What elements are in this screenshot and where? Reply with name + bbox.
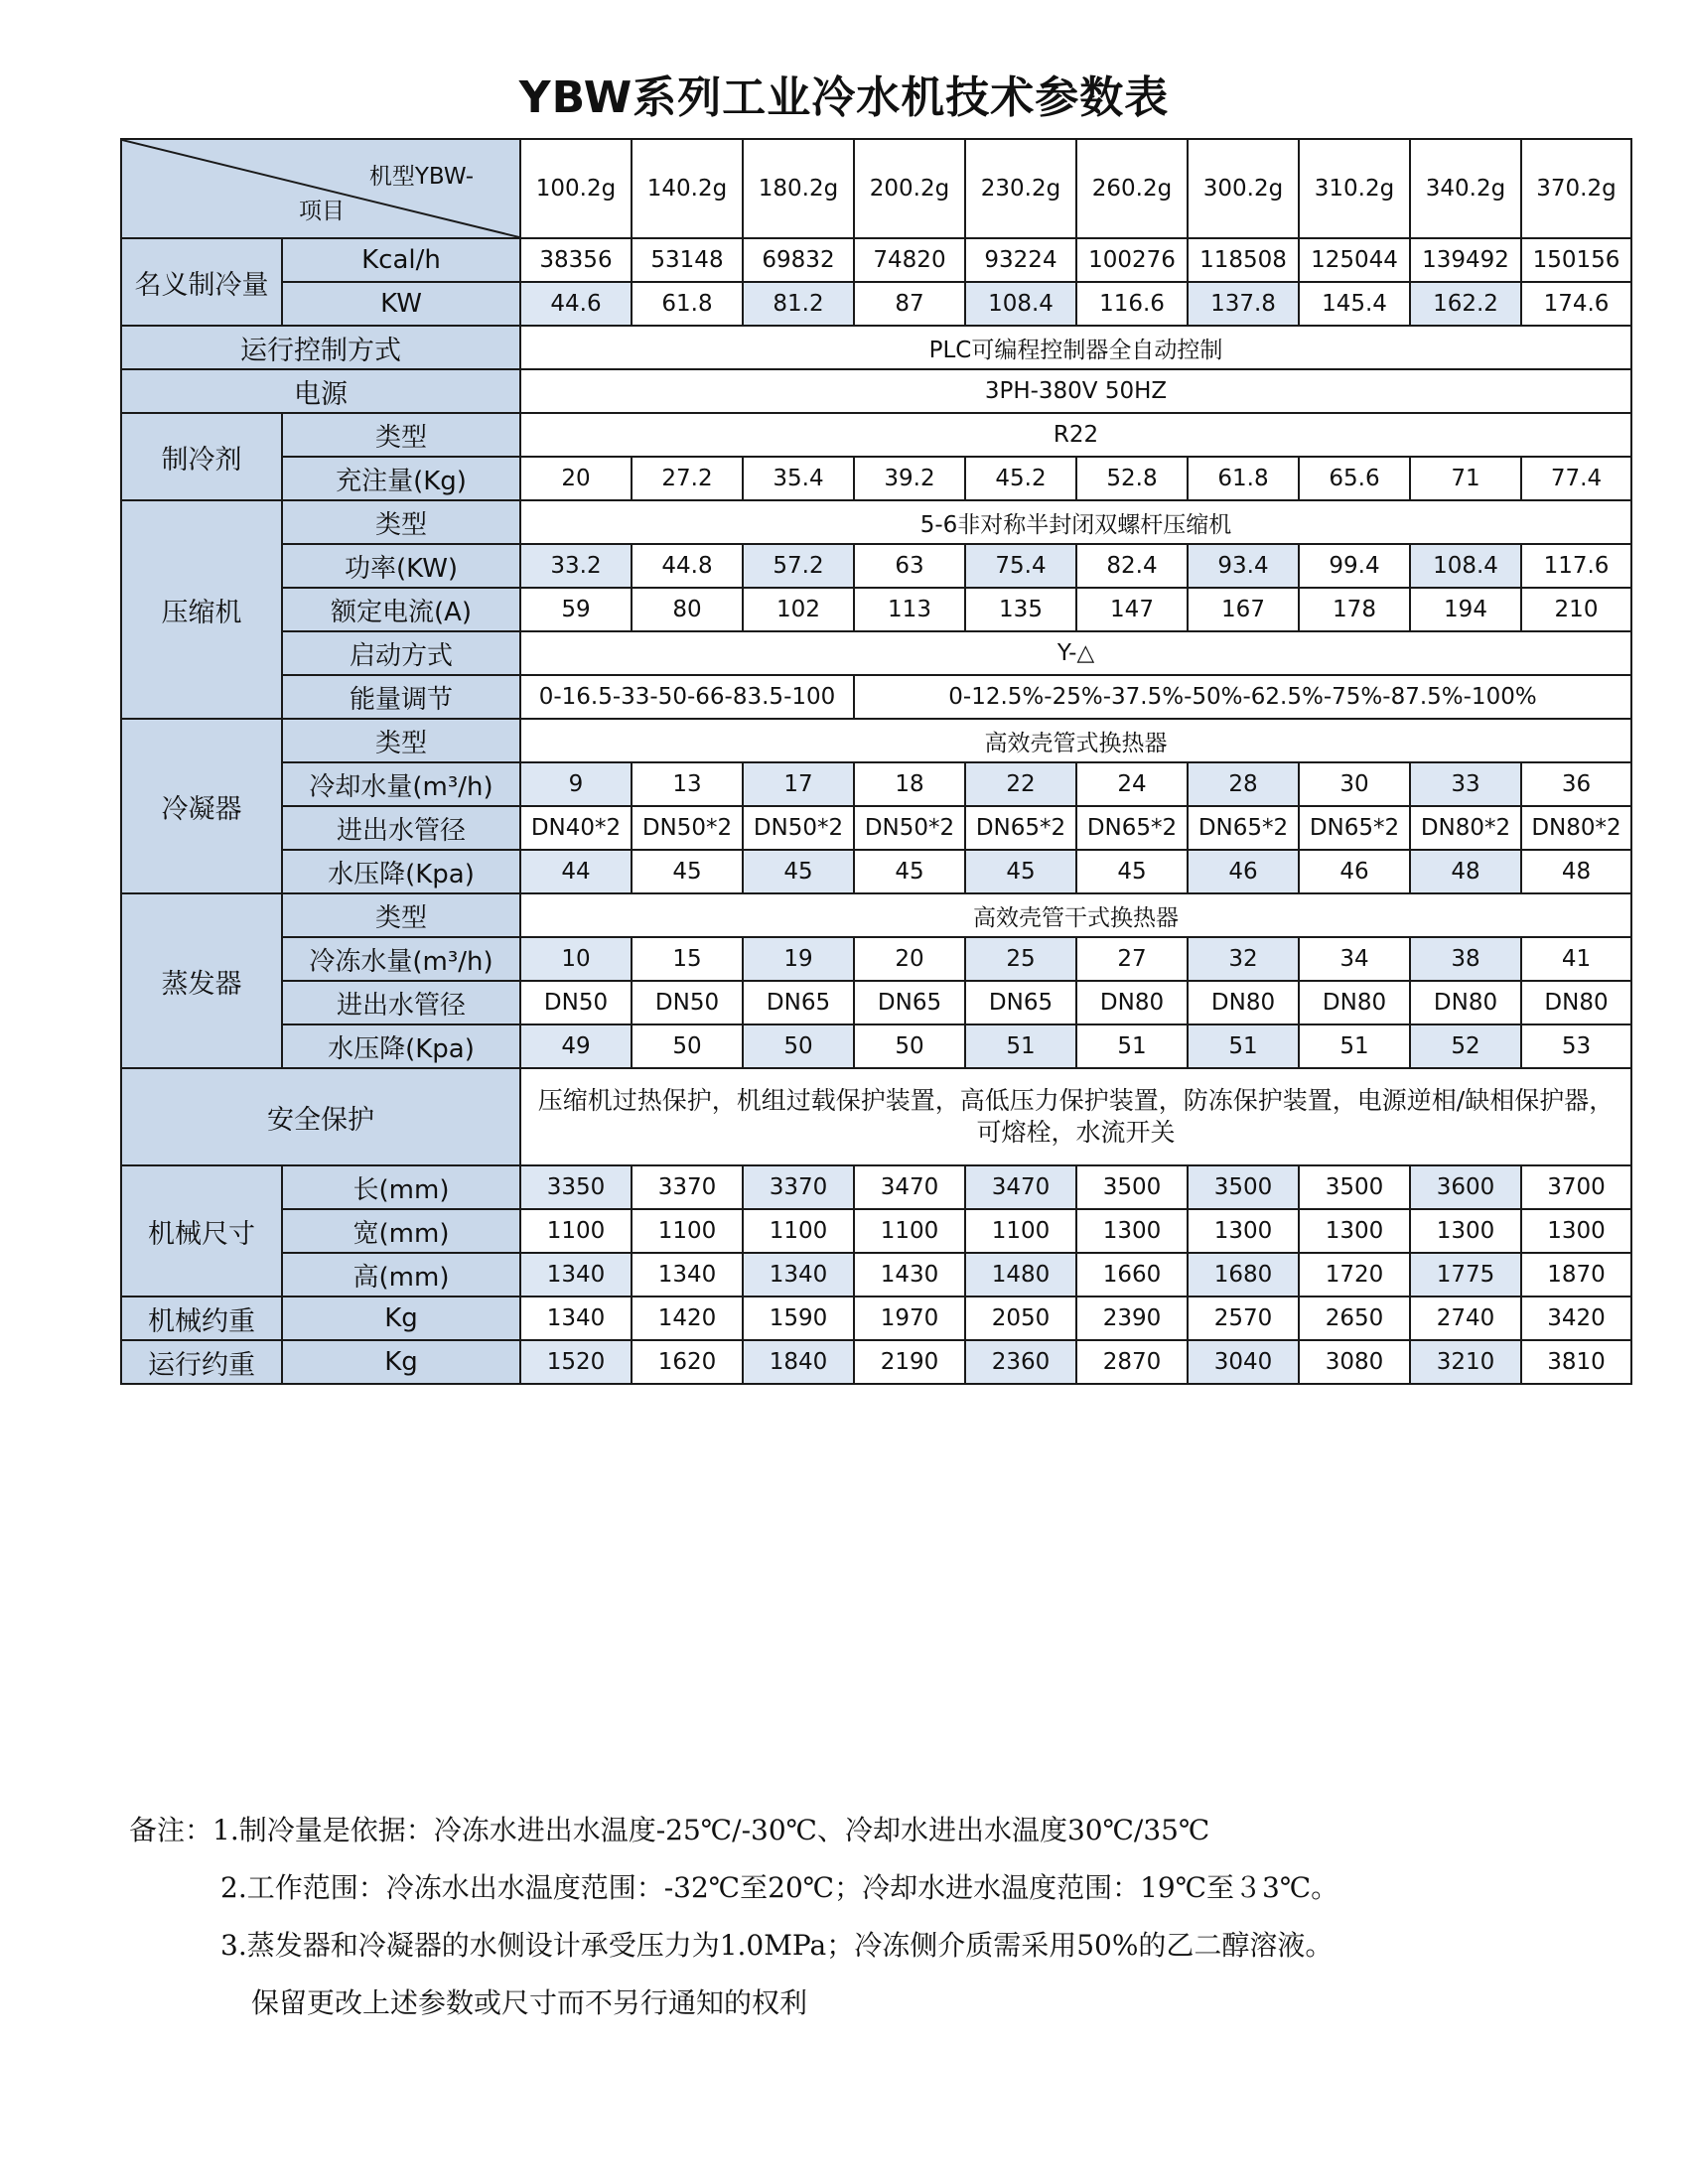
refrigerant-charge-value: 39.2 (854, 457, 965, 500)
evaporator-drop-value: 50 (743, 1024, 854, 1068)
weight-value: 2650 (1299, 1297, 1410, 1340)
condenser-pipe-value: DN80*2 (1410, 806, 1521, 850)
weight-value: 2050 (965, 1297, 1076, 1340)
dimension-width-value: 1300 (1188, 1209, 1299, 1253)
compressor-power-value: 108.4 (1410, 544, 1521, 588)
evaporator-drop-label: 水压降(Kpa) (282, 1024, 520, 1068)
evaporator-flow-value: 15 (632, 937, 743, 981)
operating-weight-unit: Kg (282, 1340, 520, 1384)
operating-weight-value: 1620 (632, 1340, 743, 1384)
evaporator-flow-value: 41 (1521, 937, 1631, 981)
dimension-height-value: 1430 (854, 1253, 965, 1297)
condenser-drop-value: 45 (743, 850, 854, 893)
header-diagonal-cell (121, 139, 520, 238)
evaporator-pipe-value: DN65 (965, 981, 1076, 1024)
dimension-height-value: 1720 (1299, 1253, 1410, 1297)
row-refrigerant-charge (121, 457, 1631, 500)
evaporator-type-value: 高效壳管干式换热器 (520, 893, 1631, 937)
weight-value: 2570 (1188, 1297, 1299, 1340)
compressor-regulation-rest: 0-12.5%-25%-37.5%-50%-62.5%-75%-87.5%-100% (854, 675, 1631, 719)
compressor-current-value: 102 (743, 588, 854, 631)
row-compressor-current (121, 588, 1631, 631)
operating-weight-value: 3080 (1299, 1340, 1410, 1384)
evaporator-pipe-value: DN80 (1188, 981, 1299, 1024)
dimension-length-value: 3470 (854, 1165, 965, 1209)
capacity-kcal-value: 125044 (1299, 238, 1410, 282)
note-line-2: 2.工作范围：冷冻水出水温度范围：-32℃至20℃；冷却水进水温度范围：19℃至３3℃。 (220, 1871, 1339, 1904)
model-cell: 340.2g (1410, 139, 1521, 238)
dimension-length-label: 长(mm) (282, 1165, 520, 1209)
dimension-width-value: 1100 (520, 1209, 632, 1253)
spec-table-body (121, 139, 1631, 1384)
control-value: PLC可编程控制器全自动控制 (520, 326, 1631, 369)
power-label: 电源 (121, 369, 520, 413)
evaporator-pipe-value: DN50 (520, 981, 632, 1024)
evaporator-drop-value: 53 (1521, 1024, 1631, 1068)
condenser-drop-value: 46 (1188, 850, 1299, 893)
refrigerant-charge-value: 35.4 (743, 457, 854, 500)
model-cell: 140.2g (632, 139, 743, 238)
capacity-kcal-value: 139492 (1410, 238, 1521, 282)
compressor-current-value: 167 (1188, 588, 1299, 631)
condenser-pipe-value: DN50*2 (632, 806, 743, 850)
evaporator-flow-label: 冷冻水量(m³/h) (282, 937, 520, 981)
evaporator-label: 蒸发器 (121, 893, 282, 1068)
dimension-length-value: 3500 (1299, 1165, 1410, 1209)
row-evaporator-flow (121, 937, 1631, 981)
row-evaporator-pipe (121, 981, 1631, 1024)
capacity-kcal-value: 118508 (1188, 238, 1299, 282)
condenser-pipe-value: DN40*2 (520, 806, 632, 850)
compressor-power-value: 117.6 (1521, 544, 1631, 588)
model-cell: 300.2g (1188, 139, 1299, 238)
capacity-kw-value: 87 (854, 282, 965, 326)
compressor-start-label: 启动方式 (282, 631, 520, 675)
compressor-type-label: 类型 (282, 500, 520, 544)
row-weight (121, 1297, 1631, 1340)
capacity-kw-value: 116.6 (1076, 282, 1188, 326)
condenser-pipe-value: DN65*2 (965, 806, 1076, 850)
refrigerant-label: 制冷剂 (121, 413, 282, 500)
condenser-flow-value: 9 (520, 762, 632, 806)
condenser-pipe-value: DN80*2 (1521, 806, 1631, 850)
dimension-width-value: 1100 (743, 1209, 854, 1253)
capacity-kw-value: 137.8 (1188, 282, 1299, 326)
compressor-power-value: 75.4 (965, 544, 1076, 588)
compressor-regulation-label: 能量调节 (282, 675, 520, 719)
evaporator-pipe-value: DN80 (1521, 981, 1631, 1024)
dimension-length-value: 3600 (1410, 1165, 1521, 1209)
condenser-type-label: 类型 (282, 719, 520, 762)
evaporator-flow-value: 34 (1299, 937, 1410, 981)
dimension-length-value: 3500 (1076, 1165, 1188, 1209)
evaporator-flow-value: 19 (743, 937, 854, 981)
weight-value: 1590 (743, 1297, 854, 1340)
model-cell: 370.2g (1521, 139, 1631, 238)
capacity-kcal-value: 100276 (1076, 238, 1188, 282)
weight-value: 1340 (520, 1297, 632, 1340)
evaporator-flow-value: 25 (965, 937, 1076, 981)
dimension-height-value: 1680 (1188, 1253, 1299, 1297)
header-item-label: 项目 (299, 199, 345, 224)
dimension-height-value: 1340 (743, 1253, 854, 1297)
row-dimension-length (121, 1165, 1631, 1209)
evaporator-pipe-value: DN80 (1076, 981, 1188, 1024)
refrigerant-charge-label: 充注量(Kg) (282, 457, 520, 500)
compressor-current-value: 113 (854, 588, 965, 631)
row-evaporator-type (121, 893, 1631, 937)
dimension-height-value: 1480 (965, 1253, 1076, 1297)
dimensions-label: 机械尺寸 (121, 1165, 282, 1297)
compressor-current-value: 210 (1521, 588, 1631, 631)
compressor-power-value: 44.8 (632, 544, 743, 588)
evaporator-type-label: 类型 (282, 893, 520, 937)
evaporator-drop-value: 50 (632, 1024, 743, 1068)
evaporator-drop-value: 51 (965, 1024, 1076, 1068)
evaporator-pipe-value: DN80 (1410, 981, 1521, 1024)
evaporator-drop-value: 50 (854, 1024, 965, 1068)
compressor-current-value: 178 (1299, 588, 1410, 631)
refrigerant-type-value: R22 (520, 413, 1631, 457)
refrigerant-charge-value: 77.4 (1521, 457, 1631, 500)
compressor-current-value: 80 (632, 588, 743, 631)
dimension-length-value: 3350 (520, 1165, 632, 1209)
condenser-type-value: 高效壳管式换热器 (520, 719, 1631, 762)
row-capacity-kcal (121, 238, 1631, 282)
dimension-width-value: 1100 (632, 1209, 743, 1253)
row-condenser-pipe (121, 806, 1631, 850)
compressor-current-label: 额定电流(A) (282, 588, 520, 631)
weight-value: 3420 (1521, 1297, 1631, 1340)
dimension-width-value: 1300 (1521, 1209, 1631, 1253)
condenser-drop-value: 45 (1076, 850, 1188, 893)
operating-weight-value: 2360 (965, 1340, 1076, 1384)
page-title: YBW系列工业冷水机技术参数表 (518, 72, 1170, 123)
dimension-height-value: 1340 (520, 1253, 632, 1297)
compressor-power-value: 99.4 (1299, 544, 1410, 588)
refrigerant-charge-value: 27.2 (632, 457, 743, 500)
compressor-power-label: 功率(KW) (282, 544, 520, 588)
refrigerant-charge-value: 71 (1410, 457, 1521, 500)
note-line-4: 保留更改上述参数或尺寸而不另行通知的权利 (251, 1986, 808, 2019)
row-safety (121, 1068, 1631, 1165)
dimension-height-value: 1870 (1521, 1253, 1631, 1297)
compressor-type-value: 5-6非对称半封闭双螺杆压缩机 (520, 500, 1631, 544)
operating-weight-value: 3210 (1410, 1340, 1521, 1384)
capacity-kw-value: 44.6 (520, 282, 632, 326)
model-cell: 260.2g (1076, 139, 1188, 238)
operating-weight-value: 1840 (743, 1340, 854, 1384)
refrigerant-charge-value: 45.2 (965, 457, 1076, 500)
dimension-height-value: 1660 (1076, 1253, 1188, 1297)
condenser-flow-value: 33 (1410, 762, 1521, 806)
weight-value: 1420 (632, 1297, 743, 1340)
weight-value: 2390 (1076, 1297, 1188, 1340)
capacity-kw-label: KW (282, 282, 520, 326)
capacity-kw-value: 108.4 (965, 282, 1076, 326)
capacity-kcal-value: 74820 (854, 238, 965, 282)
capacity-label: 名义制冷量 (121, 238, 282, 326)
model-cell: 230.2g (965, 139, 1076, 238)
dimension-length-value: 3700 (1521, 1165, 1631, 1209)
row-condenser-flow (121, 762, 1631, 806)
capacity-kw-value: 81.2 (743, 282, 854, 326)
row-evaporator-drop (121, 1024, 1631, 1068)
row-condenser-type (121, 719, 1631, 762)
row-refrigerant-type (121, 413, 1631, 457)
refrigerant-charge-value: 52.8 (1076, 457, 1188, 500)
evaporator-pipe-label: 进出水管径 (282, 981, 520, 1024)
compressor-current-value: 147 (1076, 588, 1188, 631)
condenser-drop-value: 46 (1299, 850, 1410, 893)
compressor-power-value: 57.2 (743, 544, 854, 588)
condenser-flow-value: 24 (1076, 762, 1188, 806)
condenser-flow-value: 17 (743, 762, 854, 806)
note-line-1: 备注：1.制冷量是依据：冷冻水进出水温度-25℃/-30℃、冷却水进出水温度30℃/35℃ (129, 1814, 1210, 1846)
dimension-length-value: 3470 (965, 1165, 1076, 1209)
compressor-power-value: 82.4 (1076, 544, 1188, 588)
spec-table (120, 138, 1632, 1385)
safety-value: 压缩机过热保护，机组过载保护装置，高低压力保护装置，防冻保护装置，电源逆相/缺相保护器，可熔栓，水流开关 (520, 1068, 1631, 1165)
row-capacity-kw (121, 282, 1631, 326)
evaporator-flow-value: 10 (520, 937, 632, 981)
row-dimension-height (121, 1253, 1631, 1297)
capacity-kcal-value: 93224 (965, 238, 1076, 282)
condenser-label: 冷凝器 (121, 719, 282, 893)
dimension-width-value: 1300 (1410, 1209, 1521, 1253)
compressor-power-value: 93.4 (1188, 544, 1299, 588)
control-label: 运行控制方式 (121, 326, 520, 369)
header-model-label: 机型YBW- (368, 164, 474, 190)
row-compressor-regulation (121, 675, 1631, 719)
evaporator-pipe-value: DN65 (854, 981, 965, 1024)
evaporator-flow-value: 32 (1188, 937, 1299, 981)
capacity-kcal-label: Kcal/h (282, 238, 520, 282)
evaporator-flow-value: 20 (854, 937, 965, 981)
dimension-length-value: 3370 (632, 1165, 743, 1209)
compressor-power-value: 63 (854, 544, 965, 588)
dimension-width-value: 1100 (965, 1209, 1076, 1253)
operating-weight-label: 运行约重 (121, 1340, 282, 1384)
condenser-flow-value: 13 (632, 762, 743, 806)
condenser-flow-value: 30 (1299, 762, 1410, 806)
dimension-height-value: 1340 (632, 1253, 743, 1297)
evaporator-drop-value: 51 (1188, 1024, 1299, 1068)
capacity-kw-value: 174.6 (1521, 282, 1631, 326)
row-operating-weight (121, 1340, 1631, 1384)
dimension-length-value: 3370 (743, 1165, 854, 1209)
evaporator-drop-value: 51 (1299, 1024, 1410, 1068)
note-line-3: 3.蒸发器和冷凝器的水侧设计承受压力为1.0MPa；冷冻侧介质需采用50%的乙二醇溶液。 (220, 1929, 1334, 1962)
capacity-kcal-value: 69832 (743, 238, 854, 282)
weight-unit: Kg (282, 1297, 520, 1340)
row-control (121, 326, 1631, 369)
weight-value: 2740 (1410, 1297, 1521, 1340)
row-compressor-type (121, 500, 1631, 544)
condenser-flow-label: 冷却水量(m³/h) (282, 762, 520, 806)
operating-weight-value: 1520 (520, 1340, 632, 1384)
model-cell: 200.2g (854, 139, 965, 238)
dimension-width-value: 1100 (854, 1209, 965, 1253)
capacity-kcal-value: 150156 (1521, 238, 1631, 282)
evaporator-pipe-value: DN80 (1299, 981, 1410, 1024)
condenser-flow-value: 28 (1188, 762, 1299, 806)
condenser-drop-value: 45 (632, 850, 743, 893)
condenser-drop-value: 44 (520, 850, 632, 893)
model-cell: 310.2g (1299, 139, 1410, 238)
compressor-current-value: 194 (1410, 588, 1521, 631)
row-condenser-drop (121, 850, 1631, 893)
condenser-drop-value: 48 (1410, 850, 1521, 893)
evaporator-flow-value: 38 (1410, 937, 1521, 981)
refrigerant-type-label: 类型 (282, 413, 520, 457)
dimension-height-value: 1775 (1410, 1253, 1521, 1297)
row-dimension-width (121, 1209, 1631, 1253)
compressor-start-value: Y-△ (520, 631, 1631, 675)
compressor-current-value: 59 (520, 588, 632, 631)
dimension-width-value: 1300 (1076, 1209, 1188, 1253)
refrigerant-charge-value: 65.6 (1299, 457, 1410, 500)
row-compressor-start (121, 631, 1631, 675)
condenser-drop-value: 48 (1521, 850, 1631, 893)
model-cell: 180.2g (743, 139, 854, 238)
capacity-kw-value: 61.8 (632, 282, 743, 326)
weight-value: 1970 (854, 1297, 965, 1340)
evaporator-drop-value: 51 (1076, 1024, 1188, 1068)
evaporator-drop-value: 52 (1410, 1024, 1521, 1068)
condenser-pipe-value: DN50*2 (854, 806, 965, 850)
capacity-kw-value: 145.4 (1299, 282, 1410, 326)
dimension-height-label: 高(mm) (282, 1253, 520, 1297)
model-cell: 100.2g (520, 139, 632, 238)
condenser-drop-value: 45 (854, 850, 965, 893)
compressor-power-value: 33.2 (520, 544, 632, 588)
condenser-pipe-value: DN65*2 (1188, 806, 1299, 850)
condenser-flow-value: 36 (1521, 762, 1631, 806)
capacity-kcal-value: 38356 (520, 238, 632, 282)
weight-label: 机械约重 (121, 1297, 282, 1340)
compressor-regulation-first: 0-16.5-33-50-66-83.5-100 (520, 675, 854, 719)
dimension-width-value: 1300 (1299, 1209, 1410, 1253)
condenser-flow-value: 18 (854, 762, 965, 806)
operating-weight-value: 3040 (1188, 1340, 1299, 1384)
condenser-pipe-value: DN65*2 (1299, 806, 1410, 850)
evaporator-pipe-value: DN65 (743, 981, 854, 1024)
safety-label: 安全保护 (121, 1068, 520, 1165)
condenser-pipe-value: DN65*2 (1076, 806, 1188, 850)
capacity-kcal-value: 53148 (632, 238, 743, 282)
condenser-pipe-label: 进出水管径 (282, 806, 520, 850)
condenser-pipe-value: DN50*2 (743, 806, 854, 850)
operating-weight-value: 3810 (1521, 1340, 1631, 1384)
operating-weight-value: 2870 (1076, 1340, 1188, 1384)
evaporator-pipe-value: DN50 (632, 981, 743, 1024)
power-value: 3PH-380V 50HZ (520, 369, 1631, 413)
row-compressor-power (121, 544, 1631, 588)
row-power (121, 369, 1631, 413)
compressor-current-value: 135 (965, 588, 1076, 631)
notes (129, 1802, 1338, 2032)
dimension-length-value: 3500 (1188, 1165, 1299, 1209)
capacity-kw-value: 162.2 (1410, 282, 1521, 326)
condenser-drop-value: 45 (965, 850, 1076, 893)
refrigerant-charge-value: 61.8 (1188, 457, 1299, 500)
dimension-width-label: 宽(mm) (282, 1209, 520, 1253)
compressor-label: 压缩机 (121, 500, 282, 719)
condenser-flow-value: 22 (965, 762, 1076, 806)
operating-weight-value: 2190 (854, 1340, 965, 1384)
header-row (121, 139, 1631, 238)
evaporator-drop-value: 49 (520, 1024, 632, 1068)
evaporator-flow-value: 27 (1076, 937, 1188, 981)
refrigerant-charge-value: 20 (520, 457, 632, 500)
condenser-drop-label: 水压降(Kpa) (282, 850, 520, 893)
